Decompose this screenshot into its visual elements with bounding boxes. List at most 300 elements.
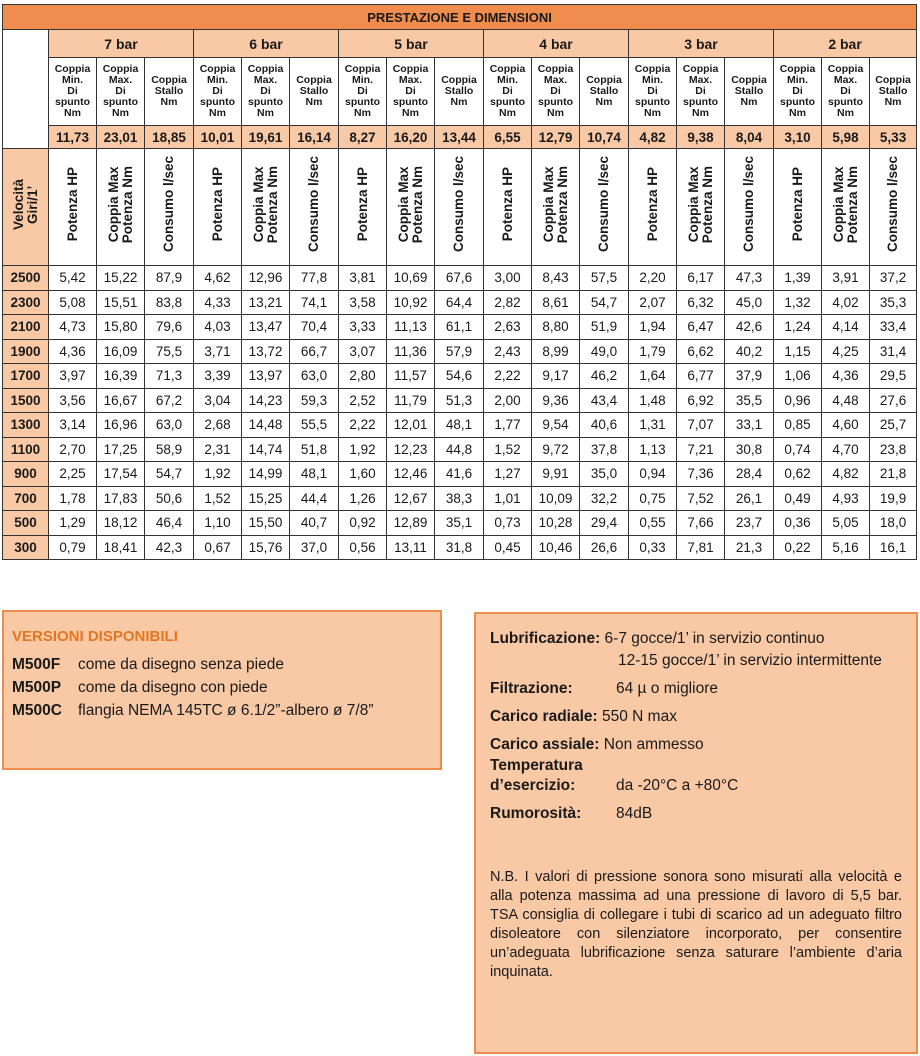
torque-subheader bbox=[870, 58, 917, 126]
value-cell: 12,96 bbox=[242, 266, 290, 291]
value-cell: 21,8 bbox=[870, 462, 917, 487]
subheader-line: Di bbox=[115, 85, 126, 97]
value-cell: 7,36 bbox=[677, 462, 725, 487]
column-label bbox=[791, 167, 805, 241]
speed-label-cell bbox=[3, 149, 49, 266]
value-cell: 17,83 bbox=[97, 486, 145, 511]
value-cell: 51,8 bbox=[290, 437, 339, 462]
column-label-cell bbox=[822, 149, 870, 266]
pressure-header: 5 bar bbox=[339, 30, 484, 58]
value-cell: 50,6 bbox=[145, 486, 194, 511]
value-cell: 13,21 bbox=[242, 290, 290, 315]
value-cell: 3,00 bbox=[484, 266, 532, 291]
value-cell: 2,82 bbox=[484, 290, 532, 315]
value-cell: 10,92 bbox=[387, 290, 435, 315]
torque-value: 8,04 bbox=[725, 126, 774, 149]
version-item bbox=[12, 679, 268, 697]
subheader-line: Di bbox=[212, 85, 223, 97]
subheader-line: spunto bbox=[683, 96, 718, 108]
value-cell: 3,04 bbox=[194, 388, 242, 413]
torque-subheader bbox=[97, 58, 145, 126]
value-cell: 1,31 bbox=[629, 413, 677, 438]
subheader-line: Nm bbox=[837, 107, 854, 119]
version-desc: flangia NEMA 145TC ø 6.1/2”-albero ø 7/8” bbox=[78, 702, 374, 719]
column-label bbox=[646, 167, 660, 241]
torque-value: 12,79 bbox=[532, 126, 580, 149]
value-cell: 6,17 bbox=[677, 266, 725, 291]
value-cell: 49,0 bbox=[580, 339, 629, 364]
value-cell: 57,9 bbox=[435, 339, 484, 364]
value-cell: 12,89 bbox=[387, 511, 435, 536]
value-cell: 37,0 bbox=[290, 535, 339, 560]
subheader-line: Coppia bbox=[537, 63, 574, 75]
subheader-line: spunto bbox=[828, 96, 863, 108]
column-label-cell bbox=[532, 149, 580, 266]
value-cell: 41,6 bbox=[435, 462, 484, 487]
subheader-line: Di bbox=[357, 85, 368, 97]
subheader-line: Coppia bbox=[102, 63, 139, 75]
value-cell: 40,7 bbox=[290, 511, 339, 536]
subheader-line: Stallo bbox=[589, 85, 619, 97]
pressure-header: 3 bar bbox=[629, 30, 774, 58]
value-cell: 16,1 bbox=[870, 535, 917, 560]
column-label-line: Coppia Max bbox=[830, 166, 846, 243]
value-cell: 1,27 bbox=[484, 462, 532, 487]
column-label-cell bbox=[725, 149, 774, 266]
value-cell: 5,05 bbox=[822, 511, 870, 536]
value-cell: 2,68 bbox=[194, 413, 242, 438]
torque-value: 4,82 bbox=[629, 126, 677, 149]
value-cell: 3,07 bbox=[339, 339, 387, 364]
value-cell: 5,42 bbox=[49, 266, 97, 291]
value-cell: 14,99 bbox=[242, 462, 290, 487]
column-label-cell bbox=[774, 149, 822, 266]
subheader-line: spunto bbox=[538, 96, 573, 108]
value-cell: 2,70 bbox=[49, 437, 97, 462]
value-cell: 4,02 bbox=[822, 290, 870, 315]
value-cell: 40,2 bbox=[725, 339, 774, 364]
subheader-line: Coppia bbox=[875, 74, 911, 86]
value-cell: 11,79 bbox=[387, 388, 435, 413]
torque-value: 6,55 bbox=[484, 126, 532, 149]
value-cell: 1,77 bbox=[484, 413, 532, 438]
version-code: M500C bbox=[12, 702, 62, 719]
speed-cell: 300 bbox=[3, 535, 49, 560]
subheader-line: Nm bbox=[257, 107, 274, 119]
column-label bbox=[107, 166, 135, 243]
column-label bbox=[356, 167, 370, 241]
speed-label bbox=[12, 179, 40, 230]
value-cell: 7,07 bbox=[677, 413, 725, 438]
torque-value: 16,20 bbox=[387, 126, 435, 149]
value-cell: 4,70 bbox=[822, 437, 870, 462]
value-cell: 9,54 bbox=[532, 413, 580, 438]
spec-value: da -20°C a +80°C bbox=[616, 777, 739, 794]
subheader-line: Coppia bbox=[392, 63, 429, 75]
torque-subheader bbox=[725, 58, 774, 126]
subheader-line: Di bbox=[502, 85, 513, 97]
value-cell: 8,61 bbox=[532, 290, 580, 315]
column-label-line: Consumo l/sec bbox=[596, 156, 611, 253]
spec-label: Rumorosità: bbox=[490, 805, 582, 822]
value-cell: 87,9 bbox=[145, 266, 194, 291]
spec-filtration bbox=[490, 680, 573, 698]
torque-subheader bbox=[145, 58, 194, 126]
subheader-line: Coppia bbox=[441, 74, 477, 86]
value-cell: 2,31 bbox=[194, 437, 242, 462]
value-cell: 13,97 bbox=[242, 364, 290, 389]
value-cell: 1,01 bbox=[484, 486, 532, 511]
value-cell: 1,10 bbox=[194, 511, 242, 536]
value-cell: 0,74 bbox=[774, 437, 822, 462]
value-cell: 1,78 bbox=[49, 486, 97, 511]
table-row bbox=[3, 486, 917, 511]
subheader-line: Coppia bbox=[586, 74, 622, 86]
value-cell: 0,22 bbox=[774, 535, 822, 560]
column-label-line: Potenza HP bbox=[64, 167, 80, 242]
value-cell: 48,1 bbox=[435, 413, 484, 438]
value-cell: 17,54 bbox=[97, 462, 145, 487]
speed-cell: 1500 bbox=[3, 388, 49, 413]
column-label-cell bbox=[290, 149, 339, 266]
subheader-line: spunto bbox=[490, 96, 525, 108]
value-cell: 12,46 bbox=[387, 462, 435, 487]
subheader-line: spunto bbox=[200, 96, 235, 108]
value-cell: 0,73 bbox=[484, 511, 532, 536]
value-cell: 2,43 bbox=[484, 339, 532, 364]
column-label bbox=[742, 156, 756, 252]
value-cell: 51,3 bbox=[435, 388, 484, 413]
pressure-header: 6 bar bbox=[194, 30, 339, 58]
value-cell: 1,39 bbox=[774, 266, 822, 291]
versions-heading: VERSIONI DISPONIBILI bbox=[12, 628, 178, 645]
table-row bbox=[3, 339, 917, 364]
spec-radial bbox=[490, 708, 677, 726]
value-cell: 10,46 bbox=[532, 535, 580, 560]
column-label-line: Coppia Max bbox=[540, 166, 556, 243]
value-cell: 4,33 bbox=[194, 290, 242, 315]
subheader-line: Max. bbox=[108, 74, 133, 86]
spec-label: d’esercizio: bbox=[490, 777, 576, 794]
column-label-line: Potenza Nm bbox=[409, 165, 425, 244]
table-row bbox=[3, 266, 917, 291]
spec-value: 550 N max bbox=[602, 708, 677, 725]
value-cell: 18,41 bbox=[97, 535, 145, 560]
value-cell: 2,63 bbox=[484, 315, 532, 340]
subheader-line: Coppia bbox=[779, 63, 816, 75]
value-cell: 2,20 bbox=[629, 266, 677, 291]
value-cell: 14,74 bbox=[242, 437, 290, 462]
value-cell: 10,28 bbox=[532, 511, 580, 536]
torque-subheader bbox=[194, 58, 242, 126]
value-cell: 35,1 bbox=[435, 511, 484, 536]
version-desc: come da disegno con piede bbox=[78, 679, 268, 696]
pressure-header: 7 bar bbox=[49, 30, 194, 58]
value-cell: 1,13 bbox=[629, 437, 677, 462]
value-cell: 1,79 bbox=[629, 339, 677, 364]
value-cell: 3,39 bbox=[194, 364, 242, 389]
column-label-line: Coppia Max bbox=[395, 166, 411, 243]
subheader-line: Nm bbox=[499, 107, 516, 119]
subheader-line: Di bbox=[550, 85, 561, 97]
value-cell: 37,9 bbox=[725, 364, 774, 389]
column-label bbox=[501, 167, 515, 241]
value-cell: 15,80 bbox=[97, 315, 145, 340]
value-cell: 67,6 bbox=[435, 266, 484, 291]
value-cell: 2,22 bbox=[339, 413, 387, 438]
subheader-line: spunto bbox=[393, 96, 428, 108]
column-label-line: Potenza HP bbox=[644, 167, 660, 242]
value-cell: 1,06 bbox=[774, 364, 822, 389]
subheader-line: Coppia bbox=[247, 63, 284, 75]
value-cell: 47,3 bbox=[725, 266, 774, 291]
value-cell: 14,48 bbox=[242, 413, 290, 438]
subheader-line: Nm bbox=[112, 107, 129, 119]
value-cell: 74,1 bbox=[290, 290, 339, 315]
value-cell: 4,48 bbox=[822, 388, 870, 413]
table-row bbox=[3, 413, 917, 438]
subheader-line: Nm bbox=[450, 96, 468, 108]
table-row bbox=[3, 535, 917, 560]
spec-temp-label-1 bbox=[490, 757, 583, 775]
torque-subheader bbox=[387, 58, 435, 126]
specs-box bbox=[474, 612, 918, 1054]
value-cell: 3,71 bbox=[194, 339, 242, 364]
value-cell: 0,79 bbox=[49, 535, 97, 560]
value-cell: 10,69 bbox=[387, 266, 435, 291]
subheader-line: spunto bbox=[780, 96, 815, 108]
subheader-line: Coppia bbox=[151, 74, 187, 86]
spec-axial bbox=[490, 736, 704, 754]
column-label-line: Coppia Max bbox=[685, 166, 701, 243]
pressure-header: 2 bar bbox=[774, 30, 917, 58]
subheader-line: Coppia bbox=[296, 74, 332, 86]
column-label-line: Potenza Nm bbox=[844, 165, 860, 244]
value-cell: 0,94 bbox=[629, 462, 677, 487]
value-cell: 6,62 bbox=[677, 339, 725, 364]
value-cell: 0,36 bbox=[774, 511, 822, 536]
value-cell: 4,62 bbox=[194, 266, 242, 291]
value-cell: 14,23 bbox=[242, 388, 290, 413]
subheader-line: Nm bbox=[547, 107, 564, 119]
value-cell: 5,16 bbox=[822, 535, 870, 560]
value-cell: 11,57 bbox=[387, 364, 435, 389]
subheader-line: spunto bbox=[248, 96, 283, 108]
value-cell: 0,75 bbox=[629, 486, 677, 511]
value-cell: 3,81 bbox=[339, 266, 387, 291]
subheader-line: Nm bbox=[354, 107, 371, 119]
column-label-cell bbox=[387, 149, 435, 266]
subheader-line: Nm bbox=[209, 107, 226, 119]
table-row bbox=[3, 388, 917, 413]
spec-value: 84dB bbox=[616, 805, 653, 822]
value-cell: 57,5 bbox=[580, 266, 629, 291]
spec-label: Temperatura bbox=[490, 757, 583, 774]
value-cell: 3,97 bbox=[49, 364, 97, 389]
subheader-line: spunto bbox=[103, 96, 138, 108]
torque-value: 5,98 bbox=[822, 126, 870, 149]
value-cell: 16,39 bbox=[97, 364, 145, 389]
value-cell: 0,56 bbox=[339, 535, 387, 560]
value-cell: 1,32 bbox=[774, 290, 822, 315]
value-cell: 8,80 bbox=[532, 315, 580, 340]
column-label-cell bbox=[339, 149, 387, 266]
value-cell: 4,25 bbox=[822, 339, 870, 364]
torque-subheader bbox=[49, 58, 97, 126]
column-label-line: Coppia Max bbox=[250, 166, 266, 243]
subheader-line: spunto bbox=[345, 96, 380, 108]
speed-label-line: Velocità bbox=[10, 178, 26, 231]
value-cell: 1,29 bbox=[49, 511, 97, 536]
value-cell: 38,3 bbox=[435, 486, 484, 511]
torque-value: 10,74 bbox=[580, 126, 629, 149]
value-cell: 16,67 bbox=[97, 388, 145, 413]
spec-lubrication-line2: 12-15 gocce/1’ in servizio intermittente bbox=[618, 652, 882, 669]
column-label bbox=[542, 166, 570, 243]
torque-value: 11,73 bbox=[49, 126, 97, 149]
subheader-line: Coppia bbox=[54, 63, 91, 75]
value-cell: 18,0 bbox=[870, 511, 917, 536]
subheader-line: Nm bbox=[402, 107, 419, 119]
column-label-cell bbox=[97, 149, 145, 266]
value-cell: 1,92 bbox=[339, 437, 387, 462]
subheader-line: Stallo bbox=[878, 85, 908, 97]
torque-subheader bbox=[290, 58, 339, 126]
value-cell: 3,58 bbox=[339, 290, 387, 315]
value-cell: 9,72 bbox=[532, 437, 580, 462]
value-cell: 0,45 bbox=[484, 535, 532, 560]
table-row bbox=[3, 462, 917, 487]
column-label bbox=[452, 156, 466, 252]
value-cell: 1,52 bbox=[194, 486, 242, 511]
value-cell: 3,56 bbox=[49, 388, 97, 413]
speed-cell: 1300 bbox=[3, 413, 49, 438]
subheader-line: Min. bbox=[497, 74, 518, 86]
torque-value: 8,27 bbox=[339, 126, 387, 149]
subheader-line: spunto bbox=[55, 96, 90, 108]
version-code: M500P bbox=[12, 679, 62, 696]
value-cell: 1,92 bbox=[194, 462, 242, 487]
column-label-line: Potenza HP bbox=[354, 167, 370, 242]
speed-cell: 1100 bbox=[3, 437, 49, 462]
spec-label: Filtrazione: bbox=[490, 680, 573, 697]
torque-subheader bbox=[677, 58, 725, 126]
subheader-line: Min. bbox=[62, 74, 83, 86]
value-cell: 0,33 bbox=[629, 535, 677, 560]
subheader-line: Nm bbox=[305, 96, 323, 108]
subheader-line: Coppia bbox=[344, 63, 381, 75]
column-label-cell bbox=[194, 149, 242, 266]
value-cell: 2,07 bbox=[629, 290, 677, 315]
value-cell: 26,1 bbox=[725, 486, 774, 511]
value-cell: 66,7 bbox=[290, 339, 339, 364]
value-cell: 29,5 bbox=[870, 364, 917, 389]
value-cell: 6,77 bbox=[677, 364, 725, 389]
value-cell: 30,8 bbox=[725, 437, 774, 462]
column-label-line: Potenza Nm bbox=[699, 165, 715, 244]
value-cell: 77,8 bbox=[290, 266, 339, 291]
table-row bbox=[3, 290, 917, 315]
value-cell: 42,3 bbox=[145, 535, 194, 560]
value-cell: 2,52 bbox=[339, 388, 387, 413]
value-cell: 2,22 bbox=[484, 364, 532, 389]
column-label-line: Consumo l/sec bbox=[161, 156, 176, 253]
value-cell: 29,4 bbox=[580, 511, 629, 536]
value-cell: 48,1 bbox=[290, 462, 339, 487]
torque-value: 18,85 bbox=[145, 126, 194, 149]
torque-subheader bbox=[822, 58, 870, 126]
value-cell: 15,22 bbox=[97, 266, 145, 291]
table-row bbox=[3, 364, 917, 389]
value-cell: 16,09 bbox=[97, 339, 145, 364]
value-cell: 8,43 bbox=[532, 266, 580, 291]
subheader-line: Stallo bbox=[299, 85, 329, 97]
subheader-line: Coppia bbox=[489, 63, 526, 75]
value-cell: 13,11 bbox=[387, 535, 435, 560]
spec-value: 64 µ o migliore bbox=[616, 680, 718, 697]
column-label-line: Potenza Nm bbox=[264, 165, 280, 244]
column-label-cell bbox=[580, 149, 629, 266]
column-label bbox=[886, 156, 900, 252]
value-cell: 0,85 bbox=[774, 413, 822, 438]
value-cell: 28,4 bbox=[725, 462, 774, 487]
subheader-line: Nm bbox=[884, 96, 902, 108]
value-cell: 7,21 bbox=[677, 437, 725, 462]
value-cell: 46,2 bbox=[580, 364, 629, 389]
column-label-line: Potenza Nm bbox=[119, 165, 135, 244]
value-cell: 13,72 bbox=[242, 339, 290, 364]
subheader-line: Min. bbox=[787, 74, 808, 86]
value-cell: 23,7 bbox=[725, 511, 774, 536]
value-cell: 46,4 bbox=[145, 511, 194, 536]
column-label-line: Potenza HP bbox=[499, 167, 515, 242]
subheader-line: Stallo bbox=[444, 85, 474, 97]
spec-label: Lubrificazione: bbox=[490, 630, 601, 647]
torque-value: 16,14 bbox=[290, 126, 339, 149]
value-cell: 13,47 bbox=[242, 315, 290, 340]
torque-subheader bbox=[580, 58, 629, 126]
value-cell: 35,5 bbox=[725, 388, 774, 413]
torque-subheader bbox=[435, 58, 484, 126]
value-cell: 43,4 bbox=[580, 388, 629, 413]
table-row bbox=[3, 315, 917, 340]
subheader-line: Min. bbox=[207, 74, 228, 86]
speed-label-line: Giri/1’ bbox=[24, 185, 40, 224]
torque-value: 9,38 bbox=[677, 126, 725, 149]
subheader-line: Di bbox=[67, 85, 78, 97]
spec-label: Carico radiale: bbox=[490, 708, 598, 725]
value-cell: 45,0 bbox=[725, 290, 774, 315]
spec-noise bbox=[490, 805, 581, 823]
column-label-line: Potenza HP bbox=[209, 167, 225, 242]
column-label bbox=[66, 167, 80, 241]
value-cell: 71,3 bbox=[145, 364, 194, 389]
value-cell: 35,3 bbox=[870, 290, 917, 315]
subheader-line: Nm bbox=[789, 107, 806, 119]
column-label-line: Potenza HP bbox=[789, 167, 805, 242]
value-cell: 25,7 bbox=[870, 413, 917, 438]
value-cell: 4,60 bbox=[822, 413, 870, 438]
value-cell: 61,1 bbox=[435, 315, 484, 340]
subheader-line: Stallo bbox=[734, 85, 764, 97]
value-cell: 0,92 bbox=[339, 511, 387, 536]
speed-cell: 2100 bbox=[3, 315, 49, 340]
pressure-header: 4 bar bbox=[484, 30, 629, 58]
value-cell: 17,25 bbox=[97, 437, 145, 462]
column-label bbox=[252, 166, 280, 243]
spec-value: Non ammesso bbox=[603, 736, 704, 753]
subheader-line: Coppia bbox=[199, 63, 236, 75]
